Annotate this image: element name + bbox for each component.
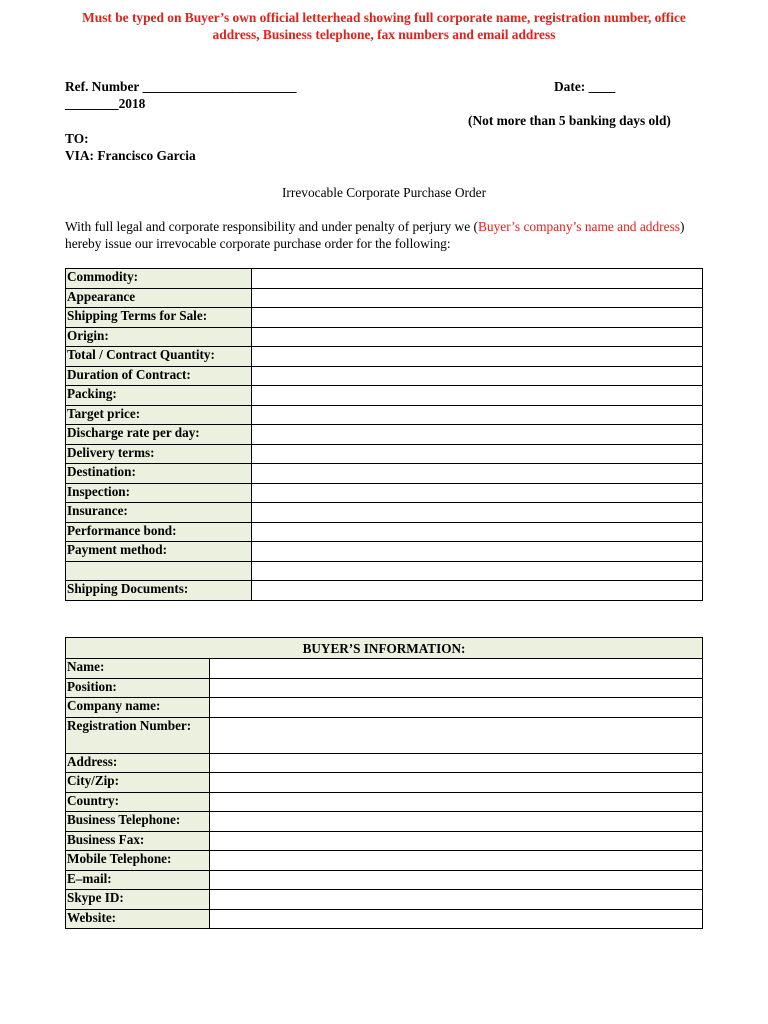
intro-highlight: Buyer’s company’s name and address — [477, 219, 681, 234]
field-value-cell[interactable] — [210, 831, 703, 851]
order-row — [66, 288, 703, 308]
via-label: VIA: Francisco Garcia — [65, 148, 196, 163]
order-row — [66, 444, 703, 464]
field-label — [66, 561, 252, 581]
buyer-information-table — [65, 637, 703, 929]
field-label: Company name: — [66, 698, 210, 718]
buyer-row — [66, 890, 703, 910]
field-value-cell[interactable] — [252, 542, 703, 562]
order-row — [66, 425, 703, 445]
order-row — [66, 405, 703, 425]
buyer-row — [66, 773, 703, 793]
buyer-row — [66, 870, 703, 890]
field-label: Duration of Contract: — [66, 366, 252, 386]
purchase-order-table — [65, 268, 703, 601]
order-row — [66, 522, 703, 542]
field-value-cell[interactable] — [210, 812, 703, 832]
date-line: Date: ____ — [554, 79, 616, 94]
field-value-cell[interactable] — [252, 405, 703, 425]
order-row — [66, 581, 703, 601]
field-value-cell[interactable] — [252, 386, 703, 406]
field-value-cell[interactable] — [252, 483, 703, 503]
field-label: Address: — [66, 753, 210, 773]
field-label: Performance bond: — [66, 522, 252, 542]
field-label: Business Fax: — [66, 831, 210, 851]
order-row — [66, 366, 703, 386]
field-label: Business Telephone: — [66, 812, 210, 832]
intro-paragraph — [65, 218, 705, 252]
letterhead-notice: Must be typed on Buyer’s own official letterhead showing full corporate name, registration number, office address, Business telephone, fax numbers and email address — [82, 10, 686, 42]
intro-text-after: ) hereby issue our irrevocable corporate purchase order for the following: — [65, 219, 685, 251]
ref-number-line: Ref. Number _______________________ — [65, 79, 297, 94]
order-row — [66, 464, 703, 484]
field-value-cell[interactable] — [210, 678, 703, 698]
field-value-cell[interactable] — [210, 909, 703, 929]
field-label: Country: — [66, 792, 210, 812]
field-label: Inspection: — [66, 483, 252, 503]
order-row — [66, 347, 703, 367]
field-value-cell[interactable] — [252, 425, 703, 445]
buyer-row — [66, 717, 703, 753]
field-value-cell[interactable] — [210, 659, 703, 679]
order-row — [66, 386, 703, 406]
field-value-cell[interactable] — [252, 464, 703, 484]
order-row — [66, 503, 703, 523]
field-label: Mobile Telephone: — [66, 851, 210, 871]
buyer-row — [66, 909, 703, 929]
to-label: TO: — [65, 131, 89, 146]
field-label: Skype ID: — [66, 890, 210, 910]
field-value-cell[interactable] — [252, 347, 703, 367]
field-value-cell[interactable] — [252, 327, 703, 347]
field-value-cell[interactable] — [252, 522, 703, 542]
buyer-header-row — [66, 638, 703, 659]
order-row — [66, 483, 703, 503]
field-label: Registration Number: — [66, 717, 210, 753]
field-label: Appearance — [66, 288, 252, 308]
field-label: Insurance: — [66, 503, 252, 523]
field-value-cell[interactable] — [252, 561, 703, 581]
field-value-cell[interactable] — [252, 308, 703, 328]
field-value-cell[interactable] — [252, 444, 703, 464]
field-label: Shipping Documents: — [66, 581, 252, 601]
buyer-row — [66, 792, 703, 812]
field-label: Packing: — [66, 386, 252, 406]
field-value-cell[interactable] — [210, 773, 703, 793]
buyer-row — [66, 831, 703, 851]
field-value-cell[interactable] — [210, 890, 703, 910]
field-value-cell[interactable] — [210, 870, 703, 890]
field-label: Delivery terms: — [66, 444, 252, 464]
buyer-row — [66, 753, 703, 773]
field-label: Destination: — [66, 464, 252, 484]
field-label: Position: — [66, 678, 210, 698]
buyer-row — [66, 698, 703, 718]
field-label: Payment method: — [66, 542, 252, 562]
field-value-cell[interactable] — [252, 269, 703, 289]
banking-days-note: (Not more than 5 banking days old) — [468, 113, 671, 128]
field-value-cell[interactable] — [210, 792, 703, 812]
order-row — [66, 327, 703, 347]
order-row — [66, 308, 703, 328]
field-label: Target price: — [66, 405, 252, 425]
field-label: Name: — [66, 659, 210, 679]
field-label: Website: — [66, 909, 210, 929]
buyer-row — [66, 678, 703, 698]
order-row — [66, 561, 703, 581]
buyer-row — [66, 812, 703, 832]
field-value-cell[interactable] — [252, 288, 703, 308]
buyer-row — [66, 851, 703, 871]
field-value-cell[interactable] — [252, 503, 703, 523]
field-label: Origin: — [66, 327, 252, 347]
field-value-cell[interactable] — [252, 581, 703, 601]
field-label: Total / Contract Quantity: — [66, 347, 252, 367]
field-value-cell[interactable] — [210, 753, 703, 773]
buyer-row — [66, 659, 703, 679]
document-title: Irrevocable Corporate Purchase Order — [281, 185, 487, 200]
order-row — [66, 269, 703, 289]
field-label: Discharge rate per day: — [66, 425, 252, 445]
intro-text-before: With full legal and corporate responsibility and under penalty of perjury we ( — [65, 219, 478, 234]
buyer-information-heading: BUYER’S INFORMATION: — [66, 638, 703, 659]
field-value-cell[interactable] — [252, 366, 703, 386]
order-row — [66, 542, 703, 562]
field-label: City/Zip: — [66, 773, 210, 793]
field-label: Commodity: — [66, 269, 252, 289]
field-label: Shipping Terms for Sale: — [66, 308, 252, 328]
field-value-cell[interactable] — [210, 851, 703, 871]
field-value-cell[interactable] — [210, 698, 703, 718]
field-label: E–mail: — [66, 870, 210, 890]
year-line: ________2018 — [65, 96, 146, 111]
field-value-cell[interactable] — [210, 717, 703, 753]
